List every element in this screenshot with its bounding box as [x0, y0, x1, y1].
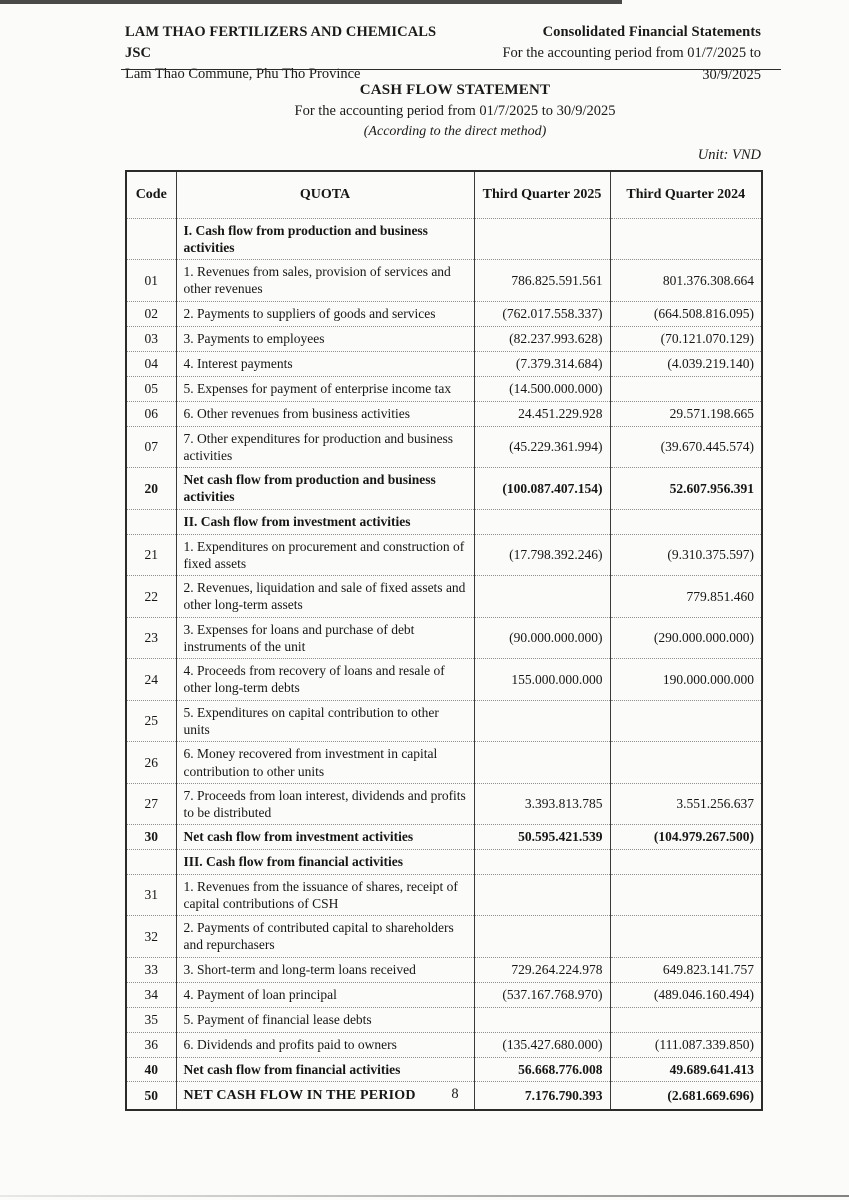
quota-cell: 1. Revenues from the issuance of shares, receipt of capital contributions of CSH: [176, 874, 474, 916]
value-q3-2025-cell: [474, 742, 610, 784]
table-row: [126, 301, 762, 326]
title-block: [125, 80, 785, 142]
code-cell: 07: [126, 426, 176, 468]
code-cell: 25: [126, 700, 176, 742]
header-right-block: [453, 22, 761, 87]
code-cell: 02: [126, 301, 176, 326]
code-cell: 30: [126, 825, 176, 849]
value-q3-2025-cell: [474, 509, 610, 534]
table-row: [126, 783, 762, 825]
value-q3-2025-cell: (7.379.314.684): [474, 351, 610, 376]
code-cell: 36: [126, 1032, 176, 1057]
code-cell: 50: [126, 1081, 176, 1110]
unit-label: Unit: VND: [697, 147, 761, 163]
quota-cell: 4. Interest payments: [176, 351, 474, 376]
value-q3-2024-cell: 52.607.956.391: [610, 468, 762, 510]
quota-cell: 5. Payment of financial lease debts: [176, 1007, 474, 1032]
quota-cell: Net cash flow from investment activities: [176, 825, 474, 849]
column-header-q3-2025: Third Quarter 2025: [474, 171, 610, 218]
document-subtitle: For the accounting period from 01/7/2025 to 30/9/2025: [294, 103, 616, 119]
code-cell: 05: [126, 376, 176, 401]
header-left-block: [125, 22, 453, 87]
table-row: [126, 401, 762, 426]
code-cell: 20: [126, 468, 176, 510]
quota-cell: 2. Revenues, liquidation and sale of fixed assets and other long-term assets: [176, 576, 474, 618]
value-q3-2024-cell: 29.571.198.665: [610, 401, 762, 426]
quota-cell: I. Cash flow from production and business activities: [176, 218, 474, 260]
table-row: [126, 1057, 762, 1081]
quota-cell: II. Cash flow from investment activities: [176, 509, 474, 534]
value-q3-2025-cell: 155.000.000.000: [474, 659, 610, 701]
value-q3-2025-cell: [474, 576, 610, 618]
document-header: [125, 22, 761, 87]
document-method-note: (According to the direct method): [363, 124, 547, 140]
value-q3-2024-cell: (290.000.000.000): [610, 617, 762, 659]
value-q3-2024-cell: (111.087.339.850): [610, 1032, 762, 1057]
quota-cell: 6. Money recovered from investment in capital contribution to other units: [176, 742, 474, 784]
value-q3-2025-cell: (82.237.993.628): [474, 326, 610, 351]
value-q3-2024-cell: (39.670.445.574): [610, 426, 762, 468]
quota-cell: NET CASH FLOW IN THE PERIOD: [176, 1081, 474, 1110]
code-cell: 23: [126, 617, 176, 659]
value-q3-2024-cell: (2.681.669.696): [610, 1081, 762, 1110]
value-q3-2025-cell: (17.798.392.246): [474, 534, 610, 576]
table-header-row: [126, 171, 762, 218]
value-q3-2024-cell: [610, 874, 762, 916]
code-cell: [126, 509, 176, 534]
quota-cell: Net cash flow from financial activities: [176, 1057, 474, 1081]
quota-cell: 3. Expenses for loans and purchase of debt instruments of the unit: [176, 617, 474, 659]
quota-cell: 6. Dividends and profits paid to owners: [176, 1032, 474, 1057]
value-q3-2024-cell: (664.508.816.095): [610, 301, 762, 326]
table-row: [126, 700, 762, 742]
table-header: [126, 171, 762, 218]
value-q3-2024-cell: [610, 509, 762, 534]
code-cell: 26: [126, 742, 176, 784]
quota-cell: 4. Payment of loan principal: [176, 982, 474, 1007]
statement-type: Consolidated Financial Statements: [542, 24, 761, 40]
code-cell: 24: [126, 659, 176, 701]
quota-cell: 5. Expenses for payment of enterprise income tax: [176, 376, 474, 401]
company-name: LAM THAO FERTILIZERS AND CHEMICALS JSC: [125, 24, 437, 62]
code-cell: 35: [126, 1007, 176, 1032]
column-header-q3-2024: Third Quarter 2024: [610, 171, 762, 218]
value-q3-2024-cell: [610, 700, 762, 742]
quota-cell: 4. Proceeds from recovery of loans and resale of other long-term debts: [176, 659, 474, 701]
quota-cell: 7. Other expenditures for production and business activities: [176, 426, 474, 468]
value-q3-2024-cell: [610, 849, 762, 874]
value-q3-2024-cell: 3.551.256.637: [610, 783, 762, 825]
value-q3-2024-cell: [610, 742, 762, 784]
quota-cell: Net cash flow from production and business activities: [176, 468, 474, 510]
header-divider: [121, 69, 781, 70]
quota-cell: 3. Short-term and long-term loans received: [176, 957, 474, 982]
column-header-quota: QUOTA: [176, 171, 474, 218]
table-row: [126, 426, 762, 468]
quota-cell: 7. Proceeds from loan interest, dividends and profits to be distributed: [176, 783, 474, 825]
table-row: [126, 1007, 762, 1032]
value-q3-2025-cell: [474, 218, 610, 260]
value-q3-2025-cell: [474, 1007, 610, 1032]
value-q3-2024-cell: (9.310.375.597): [610, 534, 762, 576]
code-cell: [126, 849, 176, 874]
table-row: [126, 326, 762, 351]
quota-cell: III. Cash flow from financial activities: [176, 849, 474, 874]
table-row: [126, 916, 762, 958]
code-cell: 34: [126, 982, 176, 1007]
value-q3-2025-cell: 3.393.813.785: [474, 783, 610, 825]
value-q3-2025-cell: (45.229.361.994): [474, 426, 610, 468]
value-q3-2024-cell: 801.376.308.664: [610, 260, 762, 302]
table-row: [126, 576, 762, 618]
table-row: [126, 874, 762, 916]
value-q3-2024-cell: [610, 916, 762, 958]
code-cell: 01: [126, 260, 176, 302]
code-cell: 40: [126, 1057, 176, 1081]
value-q3-2024-cell: (70.121.070.129): [610, 326, 762, 351]
table-row: [126, 376, 762, 401]
value-q3-2025-cell: (762.017.558.337): [474, 301, 610, 326]
scan-artifact-bottom-line: [0, 1195, 849, 1197]
value-q3-2024-cell: [610, 1007, 762, 1032]
value-q3-2025-cell: [474, 916, 610, 958]
document-title: CASH FLOW STATEMENT: [359, 82, 551, 98]
value-q3-2025-cell: 24.451.229.928: [474, 401, 610, 426]
value-q3-2025-cell: (537.167.768.970): [474, 982, 610, 1007]
page-number: 8: [451, 1086, 459, 1102]
code-cell: 31: [126, 874, 176, 916]
value-q3-2025-cell: 786.825.591.561: [474, 260, 610, 302]
table-row: [126, 1032, 762, 1057]
value-q3-2024-cell: (4.039.219.140): [610, 351, 762, 376]
table-row: [126, 260, 762, 302]
value-q3-2025-cell: [474, 849, 610, 874]
code-cell: [126, 218, 176, 260]
value-q3-2025-cell: (135.427.680.000): [474, 1032, 610, 1057]
table-row: [126, 982, 762, 1007]
code-cell: 27: [126, 783, 176, 825]
value-q3-2025-cell: [474, 700, 610, 742]
value-q3-2025-cell: (90.000.000.000): [474, 617, 610, 659]
value-q3-2024-cell: 49.689.641.413: [610, 1057, 762, 1081]
code-cell: 32: [126, 916, 176, 958]
code-cell: 33: [126, 957, 176, 982]
company-address: Lam Thao Commune, Phu Tho Province: [125, 66, 361, 83]
value-q3-2024-cell: [610, 218, 762, 260]
table-row: [126, 742, 762, 784]
table-row: [126, 825, 762, 849]
quota-cell: 5. Expenditures on capital contribution to other units: [176, 700, 474, 742]
header-accounting-period: For the accounting period from 01/7/2025 to 30/9/2025: [502, 45, 761, 83]
table-body: [126, 218, 762, 1110]
quota-cell: 1. Expenditures on procurement and construction of fixed assets: [176, 534, 474, 576]
table-row: [126, 534, 762, 576]
value-q3-2024-cell: (104.979.267.500): [610, 825, 762, 849]
table-row: [126, 957, 762, 982]
value-q3-2025-cell: (100.087.407.154): [474, 468, 610, 510]
table-row: [126, 218, 762, 260]
table-row: [126, 509, 762, 534]
quota-cell: 2. Payments to suppliers of goods and services: [176, 301, 474, 326]
table-row: [126, 468, 762, 510]
quota-cell: 3. Payments to employees: [176, 326, 474, 351]
code-cell: 04: [126, 351, 176, 376]
code-cell: 03: [126, 326, 176, 351]
code-cell: 22: [126, 576, 176, 618]
value-q3-2024-cell: [610, 376, 762, 401]
value-q3-2025-cell: 50.595.421.539: [474, 825, 610, 849]
quota-cell: 2. Payments of contributed capital to shareholders and repurchasers: [176, 916, 474, 958]
table-row: [126, 849, 762, 874]
code-cell: 06: [126, 401, 176, 426]
value-q3-2025-cell: 729.264.224.978: [474, 957, 610, 982]
value-q3-2024-cell: 649.823.141.757: [610, 957, 762, 982]
scan-artifact-top-bar: [0, 0, 622, 4]
table-row: [126, 351, 762, 376]
value-q3-2024-cell: 779.851.460: [610, 576, 762, 618]
table-row: [126, 659, 762, 701]
value-q3-2024-cell: (489.046.160.494): [610, 982, 762, 1007]
value-q3-2024-cell: 190.000.000.000: [610, 659, 762, 701]
cash-flow-table: [125, 170, 763, 1111]
table-row: [126, 617, 762, 659]
value-q3-2025-cell: 7.176.790.393: [474, 1081, 610, 1110]
value-q3-2025-cell: [474, 874, 610, 916]
quota-cell: 1. Revenues from sales, provision of services and other revenues: [176, 260, 474, 302]
code-cell: 21: [126, 534, 176, 576]
column-header-code: Code: [135, 186, 167, 202]
quota-cell: 6. Other revenues from business activities: [176, 401, 474, 426]
value-q3-2025-cell: (14.500.000.000): [474, 376, 610, 401]
value-q3-2025-cell: 56.668.776.008: [474, 1057, 610, 1081]
